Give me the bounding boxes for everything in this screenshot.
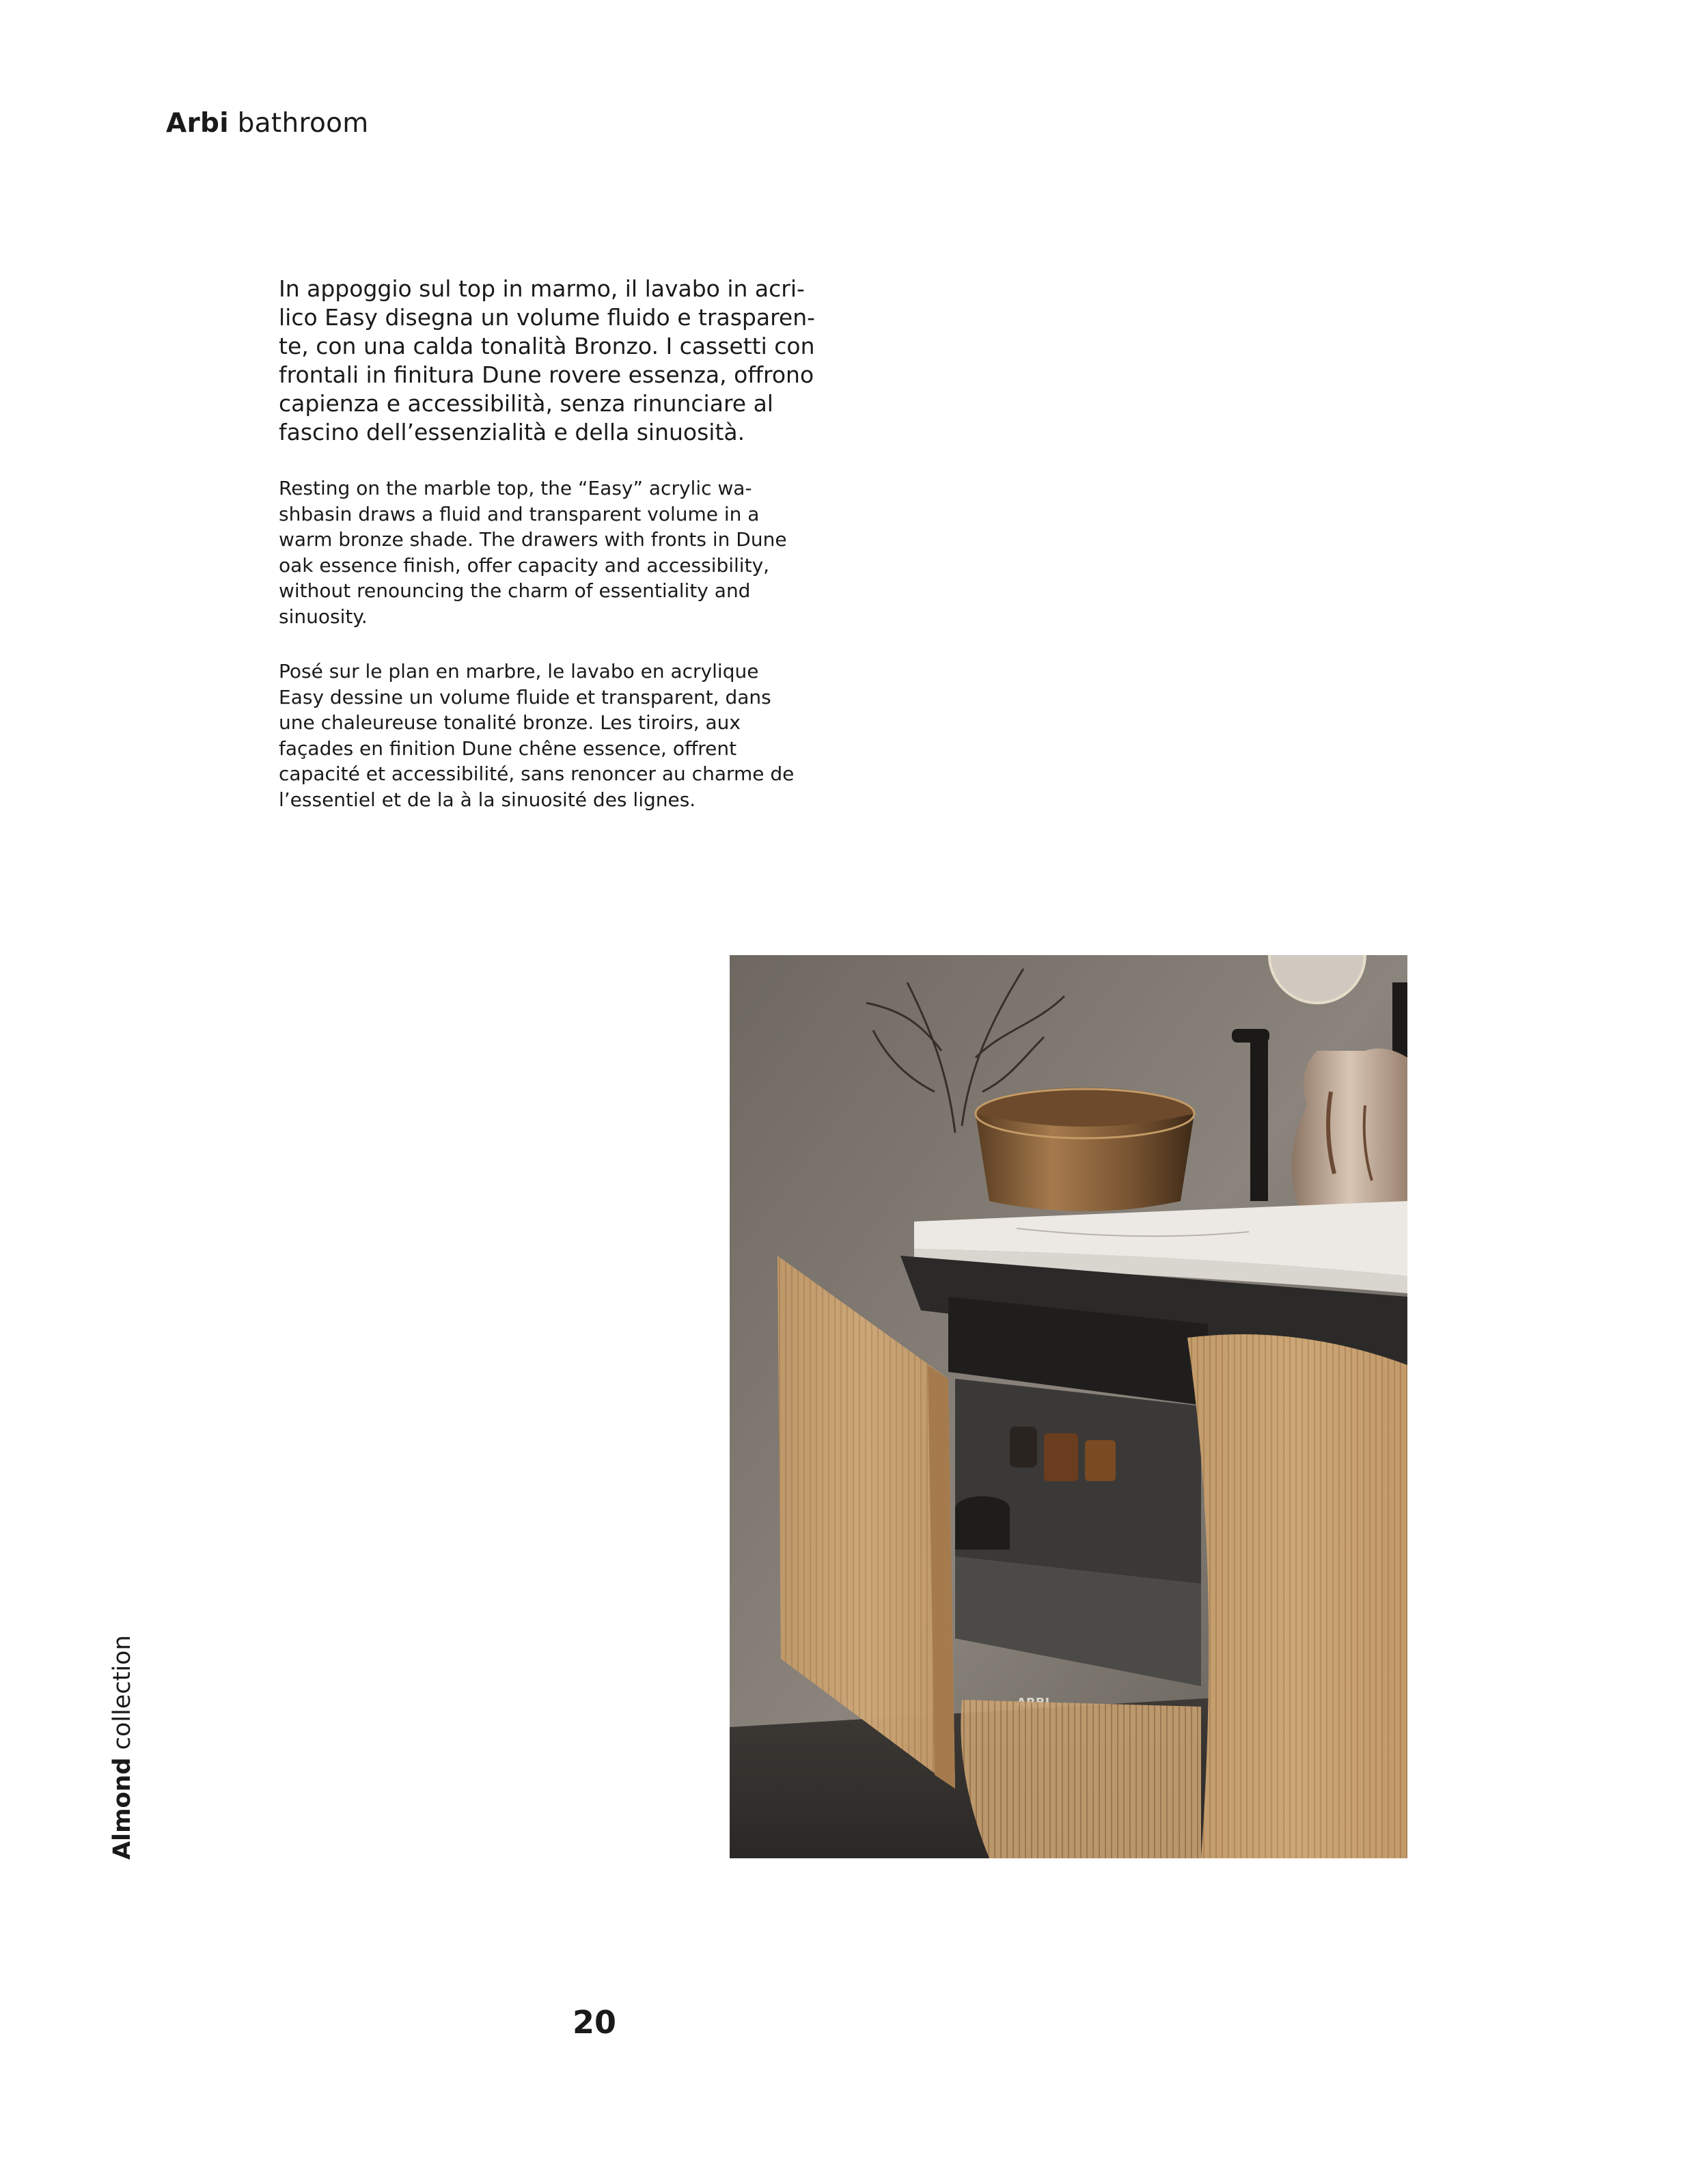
english-line: oak essence finish, offer capacity and accessibility, xyxy=(279,553,770,577)
italian-line: lico Easy disegna un volume fluido e trasparen- xyxy=(279,304,816,331)
french-line: Easy dessine un volume fluide et transparent, dans xyxy=(279,685,771,708)
english-description xyxy=(279,476,859,629)
page-number: 20 xyxy=(573,2004,617,2041)
header-brand: Arbi xyxy=(166,108,229,139)
page-header xyxy=(166,108,369,140)
italian-line: capienza e accessibilità, senza rinunciare al xyxy=(279,390,773,417)
french-line: Posé sur le plan en marbre, le lavabo en acrylique xyxy=(279,660,759,683)
italian-line: fascino dell’essenzialità e della sinuosità. xyxy=(279,419,745,445)
english-line: shbasin draws a fluid and transparent volume in a xyxy=(279,502,760,525)
english-line: Resting on the marble top, the “Easy” acrylic wa- xyxy=(279,477,752,499)
french-line: façades en finition Dune chêne essence, offrent xyxy=(279,736,737,760)
italian-description xyxy=(279,275,859,447)
french-line: capacité et accessibilité, sans renoncer au charme de xyxy=(279,762,795,785)
collection-brand: Almond xyxy=(109,1757,136,1860)
french-description xyxy=(279,659,859,812)
collection-subtitle: collection xyxy=(109,1635,136,1758)
french-line: l’essentiel et de la à la sinuosité des lignes. xyxy=(279,788,696,811)
italian-line: In appoggio sul top in marmo, il lavabo in acri- xyxy=(279,275,805,302)
product-photo xyxy=(730,955,1407,1858)
english-line: warm bronze shade. The drawers with fronts in Dune xyxy=(279,528,787,551)
italian-line: frontali in finitura Dune rovere essenza, offrono xyxy=(279,361,814,388)
french-line: une chaleureuse tonalité bronze. Les tiroirs, aux xyxy=(279,711,741,734)
italian-line: te, con una calda tonalità Bronzo. I cassetti con xyxy=(279,333,815,359)
header-subtitle: bathroom xyxy=(228,108,369,139)
english-line: without renouncing the charm of essentiality and xyxy=(279,579,751,602)
english-line: sinuosity. xyxy=(279,605,368,628)
collection-label xyxy=(111,1635,135,1860)
